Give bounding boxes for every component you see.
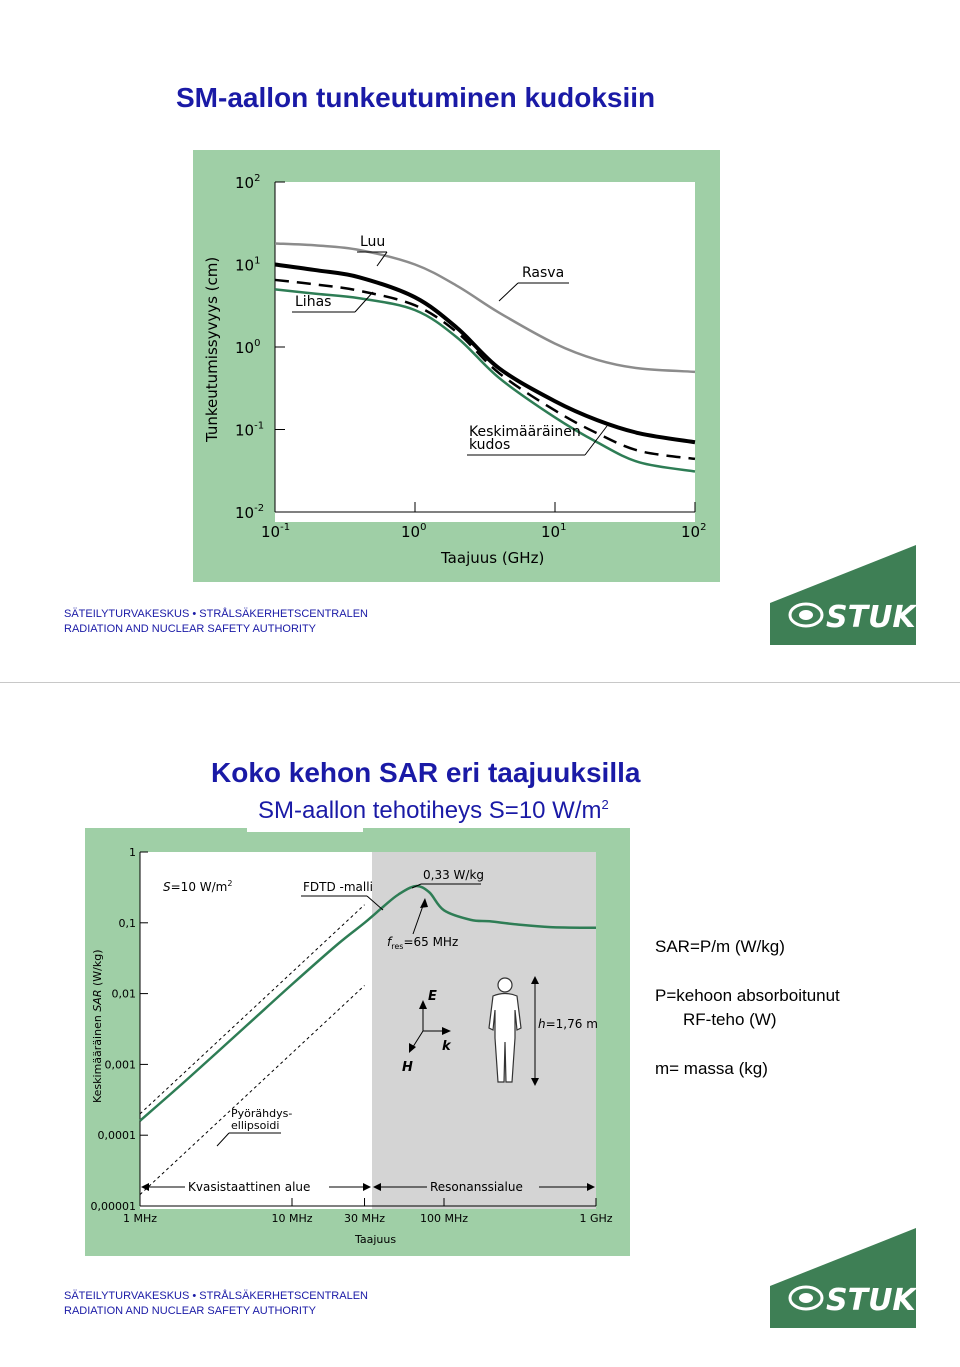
y-axis-label: Tunkeutumissyvyys (cm) bbox=[203, 256, 221, 442]
y-tick-label: 0,1 bbox=[118, 916, 136, 930]
footer2-org-line1: SÄTEILYTURVAKESKUS • STRÅLSÄKERHETSCENTRALEN bbox=[64, 1290, 368, 1302]
y-tick-label: $10^{-2}$ bbox=[235, 503, 265, 522]
x-axis-label: Taajuus bbox=[355, 1233, 397, 1246]
e-label: E bbox=[428, 989, 437, 1004]
plot-area bbox=[275, 182, 695, 522]
footer1-org-line1: SÄTEILYTURVAKESKUS • STRÅLSÄKERHETSCENTRALEN bbox=[64, 608, 368, 620]
x-tick-label: 100 MHz bbox=[419, 1212, 469, 1225]
sar-chart bbox=[85, 828, 630, 1256]
p-definition-cont: RF-teho (W) bbox=[683, 1010, 777, 1029]
x-axis-label: Taajuus (GHz) bbox=[441, 549, 545, 567]
x-tick-label: 1 GHz bbox=[579, 1212, 613, 1225]
annotation-keskimaarainen: Keskimääräinen bbox=[469, 424, 581, 440]
slide-divider bbox=[0, 682, 960, 683]
subtitle-superscript: 2 bbox=[601, 797, 609, 812]
y-tick-label: 1 bbox=[129, 846, 136, 859]
k-label: k bbox=[442, 1039, 451, 1054]
stuk-logo bbox=[770, 545, 916, 645]
slide2-subtitle bbox=[258, 797, 609, 825]
y-tick-label: 0,0001 bbox=[97, 1129, 136, 1143]
fdtd-label: FDTD -malli bbox=[303, 880, 373, 894]
sar-formula: SAR=P/m (W/kg) bbox=[655, 937, 785, 956]
y-tick-label: $10^1$ bbox=[235, 255, 261, 275]
quasi-region-label: Kvasistaattinen alue bbox=[188, 1180, 311, 1194]
y-tick-label: $10^{-1}$ bbox=[235, 420, 265, 440]
footer2-org-line2: RADIATION AND NUCLEAR SAFETY AUTHORITY bbox=[64, 1305, 317, 1317]
title-overlap bbox=[247, 828, 363, 832]
slide1-title: SM-aallon tunkeutuminen kudoksiin bbox=[176, 82, 656, 113]
stuk-logo-text: STUK bbox=[826, 1283, 916, 1318]
x-tick-label: $10^1$ bbox=[541, 522, 567, 541]
peak-label: 0,33 W/kg bbox=[423, 868, 485, 882]
stuk-logo-emblem-core bbox=[799, 610, 813, 620]
stuk-logo-emblem-core bbox=[799, 1293, 813, 1303]
height-label: h=1,76 m bbox=[538, 1017, 598, 1031]
x-tick-label: $10^{-1}$ bbox=[261, 522, 291, 541]
y-axis-label: Keskimääräinen SAR (W/kg) bbox=[91, 949, 104, 1103]
stuk-logo-text: STUK bbox=[826, 600, 916, 635]
fres-label: $f_{res}=65$ MHz bbox=[387, 935, 459, 951]
footer1-org-line2: RADIATION AND NUCLEAR SAFETY AUTHORITY bbox=[64, 623, 317, 635]
ellipsoid-label-1: Pyörähdys- bbox=[231, 1107, 293, 1120]
ellipsoid-label-2: ellipsoidi bbox=[231, 1119, 280, 1132]
y-tick-label: 0,01 bbox=[111, 987, 136, 1001]
x-tick-label: $10^0$ bbox=[401, 522, 427, 541]
y-tick-label: 0,00001 bbox=[90, 1200, 136, 1213]
p-definition: P=kehoon absorboitunut bbox=[655, 986, 840, 1005]
x-tick-label: 1 MHz bbox=[122, 1212, 158, 1225]
y-tick-label: $10^0$ bbox=[235, 338, 261, 357]
penetration-depth-chart bbox=[193, 150, 720, 582]
subtitle-text: SM-aallon tehotiheys S=10 W/m bbox=[258, 797, 602, 824]
slide2-title: Koko kehon SAR eri taajuuksilla bbox=[211, 757, 641, 788]
resonance-region-label: Resonanssialue bbox=[430, 1180, 523, 1194]
y-tick-label: 0,001 bbox=[104, 1058, 136, 1072]
x-tick-label: 30 MHz bbox=[344, 1212, 386, 1225]
annotation-kudos: kudos bbox=[469, 437, 511, 453]
annotation-rasva: Rasva bbox=[522, 265, 565, 281]
m-definition: m= massa (kg) bbox=[655, 1059, 768, 1078]
x-tick-label: $10^2$ bbox=[681, 522, 707, 541]
h-label: H bbox=[402, 1060, 413, 1075]
s-label: S=10 $W/m^2$ bbox=[163, 879, 233, 894]
annotation-luu: Luu bbox=[360, 234, 386, 250]
stuk-logo-2 bbox=[770, 1228, 916, 1328]
annotation-lihas: Lihas bbox=[295, 294, 332, 310]
y-tick-label: $10^2$ bbox=[235, 173, 261, 192]
x-tick-label: 10 MHz bbox=[271, 1212, 313, 1225]
